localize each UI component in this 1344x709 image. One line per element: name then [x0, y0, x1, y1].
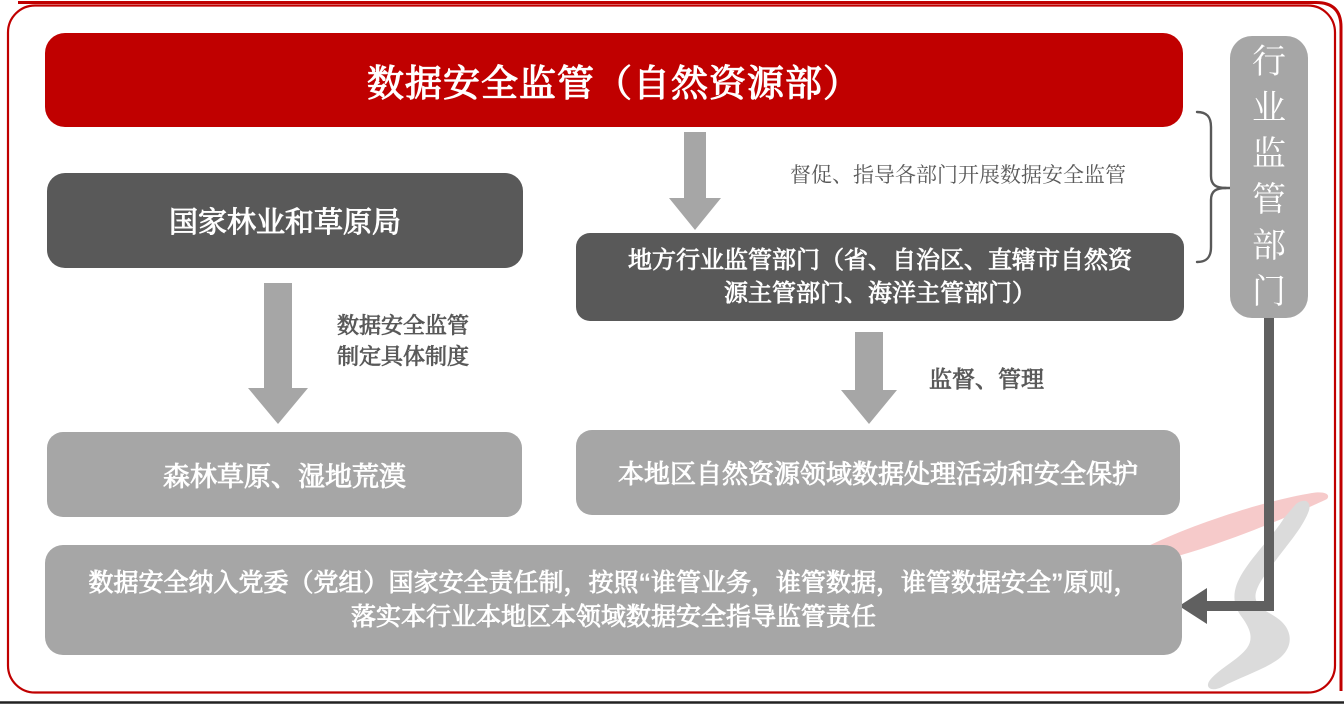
- forestry-bureau-text: 国家林业和草原局: [168, 207, 401, 239]
- industry-regulators-vertical-text: 行业监管部门: [1252, 43, 1286, 311]
- brace-icon-lower: [1197, 188, 1226, 262]
- down-arrow-ministry-to-local-icon: [669, 132, 721, 230]
- responsibility-line-2: 落实本行业本地区本领域数据安全指导监管责任: [350, 603, 876, 631]
- local-scope-text: 本地区自然资源领域数据处理活动和安全保护: [617, 459, 1138, 489]
- forest-wetland-text: 森林草原、湿地荒漠: [163, 462, 406, 492]
- edge-label-set-rules: [337, 310, 469, 372]
- node-forest-wetland: [47, 432, 522, 517]
- edge-label-supervise-guide: 督促、指导各部门开展数据安全监管: [790, 164, 1126, 187]
- node-local-regulators: [576, 233, 1184, 321]
- node-responsibility: [45, 545, 1182, 655]
- edge-label-set-rules-line-2: 制定具体制度: [337, 344, 470, 369]
- elbow-arrow-line: [1206, 318, 1269, 606]
- local-regulators-text: 地方行业监管部门（省、自治区、直辖市自然资源主管部门、海洋主管部门）: [628, 247, 1132, 307]
- title-text: 数据安全监管（自然资源部）: [367, 63, 861, 104]
- node-industry-regulators: [1230, 36, 1308, 318]
- edge-label-supervise-manage: 监督、管理: [929, 366, 1044, 392]
- responsibility-line-1: 数据安全纳入党委（党组）国家安全责任制，按照“谁管业务，谁管数据，谁管数据安全”原则，: [88, 569, 1139, 597]
- elbow-arrow-head-icon: [1179, 588, 1207, 624]
- responsibility-text: [88, 566, 1138, 634]
- down-arrow-local-to-scope-icon: [841, 332, 897, 424]
- node-local-scope: [576, 430, 1180, 515]
- node-forestry-bureau: [47, 173, 523, 268]
- edge-label-set-rules-line-1: 数据安全监管: [337, 313, 470, 338]
- brace-icon: [1197, 112, 1231, 188]
- down-arrow-forestry-to-forest-icon: [248, 283, 308, 424]
- node-title-ministry: [45, 33, 1183, 127]
